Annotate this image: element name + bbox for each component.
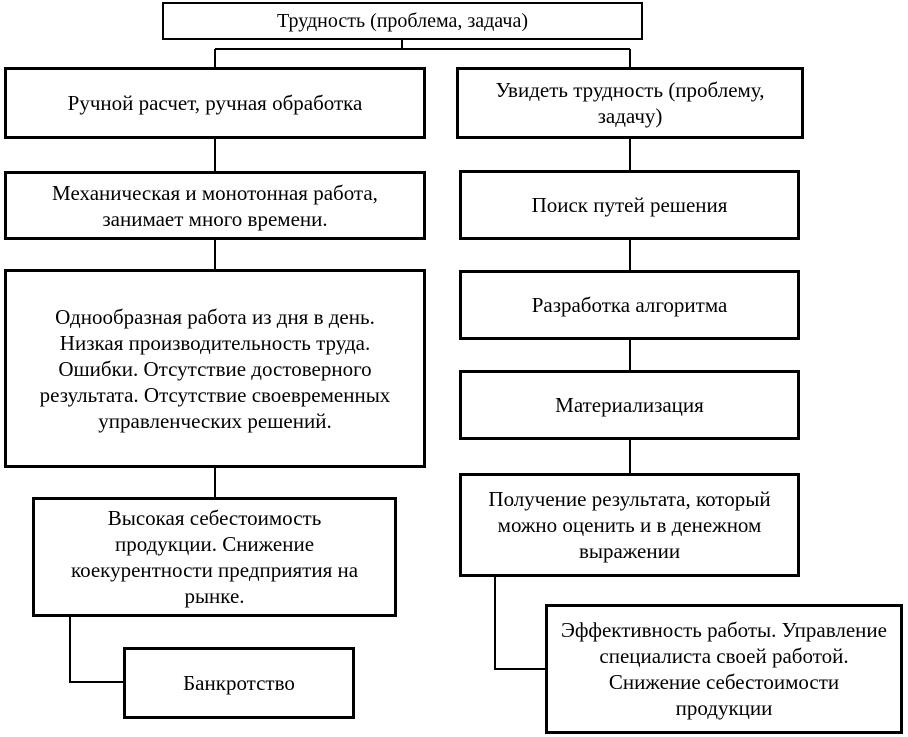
left-box-2-label: Механическая и монотонная работа, занимает много времени. — [52, 180, 378, 231]
right-box-3-label: Разработка алгоритма — [531, 293, 728, 317]
left-box-5-label: Банкротство — [183, 671, 295, 695]
left-box-1 — [4, 67, 426, 139]
root-box — [162, 2, 643, 40]
right-box-1-label: Увидеть трудность (проблему, задачу) — [495, 78, 765, 128]
right-box-5 — [459, 473, 800, 577]
right-box-4-label: Материализация — [555, 393, 704, 417]
right-box-2-label: Поиск путей решения — [531, 193, 728, 217]
left-box-5 — [123, 647, 355, 719]
right-box-6-label: Эффективность работы. Управление специалиста своей работой. Снижение себестоимости продукции — [561, 618, 887, 720]
right-box-2 — [459, 170, 800, 240]
left-box-4 — [32, 497, 397, 617]
root-label: Трудность (проблема, задача) — [277, 10, 528, 32]
left-box-3-label: Однообразная работа из дня в день. Низкая производительность труда. Ошибки. Отсутствие достоверного результата. Отсутствие своевременных управленческих решений. — [39, 304, 391, 433]
right-box-5-label: Получение результата, который можно оценить и в денежном выражении — [488, 487, 771, 563]
right-box-1 — [456, 67, 804, 139]
right-box-4 — [459, 370, 800, 440]
right-box-3 — [459, 270, 800, 340]
left-box-3 — [4, 269, 426, 468]
right-box-6 — [545, 604, 903, 734]
connector-left-4 — [70, 617, 123, 682]
left-box-2 — [4, 171, 426, 240]
left-box-4-label: Высокая себестоимость продукции. Снижение коекурентности предприятия на рынке. — [70, 506, 359, 608]
left-box-1-label: Ручной расчет, ручная обработка — [67, 91, 363, 115]
connector-right-5 — [495, 577, 545, 669]
